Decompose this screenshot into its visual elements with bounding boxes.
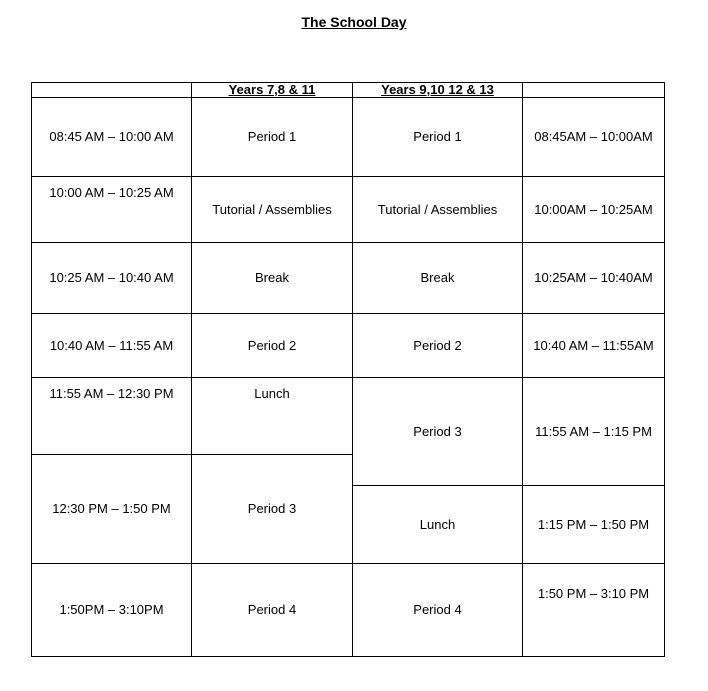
time-cell: 08:45AM – 10:00AM xyxy=(534,129,653,144)
time-cell: 10:40 AM – 11:55AM xyxy=(533,337,654,353)
time-cell: 1:50PM – 3:10PM xyxy=(59,602,164,617)
activity-cell: Period 2 xyxy=(413,337,462,353)
activity-cell: Tutorial / Assemblies xyxy=(377,201,498,217)
page-title: The School Day xyxy=(301,14,407,30)
time-cell: 1:15 PM – 1:50 PM xyxy=(537,516,650,532)
activity-cell: Period 1 xyxy=(413,129,462,144)
activity-cell: Lunch xyxy=(254,386,290,401)
time-cell: 10:00AM – 10:25AM xyxy=(534,201,653,217)
time-cell: 10:00 AM – 10:25 AM xyxy=(49,185,174,200)
header-years-7-8-11: Years 7,8 & 11 xyxy=(228,82,316,97)
activity-cell: Period 2 xyxy=(247,337,297,353)
time-cell: 08:45 AM – 10:00 AM xyxy=(49,129,174,144)
activity-cell: Tutorial / Assemblies xyxy=(212,201,332,217)
time-cell: 1:50 PM – 3:10 PM xyxy=(537,586,650,601)
activity-cell: Break xyxy=(255,270,289,285)
time-cell: 11:55 AM – 1:15 PM xyxy=(535,423,652,439)
time-cell: 10:25 AM – 10:40 AM xyxy=(49,270,174,285)
time-cell: 10:40 AM – 11:55 AM xyxy=(49,337,174,353)
activity-cell: Break xyxy=(420,270,455,285)
time-cell: 12:30 PM – 1:50 PM xyxy=(52,501,171,516)
activity-cell: Period 4 xyxy=(413,602,462,617)
table-border-bottom xyxy=(31,656,664,657)
header-years-9-10-12-13: Years 9,10 12 & 13 xyxy=(381,82,494,97)
time-cell: 11:55 AM – 12:30 PM xyxy=(49,386,174,401)
header-col1 xyxy=(32,83,191,97)
activity-cell: Lunch xyxy=(419,516,456,532)
activity-cell: Period 3 xyxy=(247,501,297,516)
header-col4 xyxy=(523,83,664,97)
activity-cell: Period 4 xyxy=(247,602,297,617)
activity-cell: Period 1 xyxy=(247,129,297,144)
activity-cell: Period 3 xyxy=(413,423,462,439)
table-border-right xyxy=(664,82,665,657)
time-cell: 10:25AM – 10:40AM xyxy=(534,270,653,285)
